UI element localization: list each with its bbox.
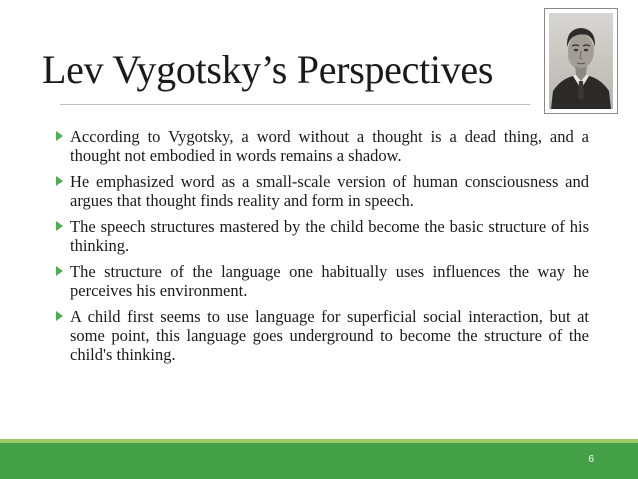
- bullet-item: [60, 217, 589, 255]
- bullet-item: [60, 127, 589, 165]
- bullet-text: According to Vygotsky, a word without a thought is a dead thing, and a thought not embodied in words remains a shadow.: [70, 127, 589, 165]
- slide-title: Lev Vygotsky’s Perspectives: [42, 47, 494, 92]
- bullet-arrow-icon: [56, 131, 63, 141]
- bullet-text: The structure of the language one habitually uses influences the way he perceives his environment.: [70, 262, 589, 300]
- bullet-item: [60, 262, 589, 300]
- bullet-item: [60, 307, 589, 364]
- bullet-arrow-icon: [56, 311, 63, 321]
- portrait-photo-icon: [549, 13, 613, 109]
- bullet-text: A child first seems to use language for superficial social interaction, but at some point, this language goes underground to become the structure of the child's thinking.: [70, 307, 589, 364]
- bullet-text: The speech structures mastered by the child become the basic structure of his thinking.: [70, 217, 589, 255]
- bullet-text: He emphasized word as a small-scale version of human consciousness and argues that thought finds reality and form in speech.: [70, 172, 589, 210]
- bullet-arrow-icon: [56, 266, 63, 276]
- bullet-arrow-icon: [56, 176, 63, 186]
- portrait-photo: [544, 8, 618, 114]
- footer-bar: [0, 443, 638, 479]
- bullet-item: [60, 172, 589, 210]
- bullet-list: [60, 127, 589, 371]
- title-divider: [60, 104, 530, 105]
- bullet-arrow-icon: [56, 221, 63, 231]
- page-number: 6: [588, 454, 594, 465]
